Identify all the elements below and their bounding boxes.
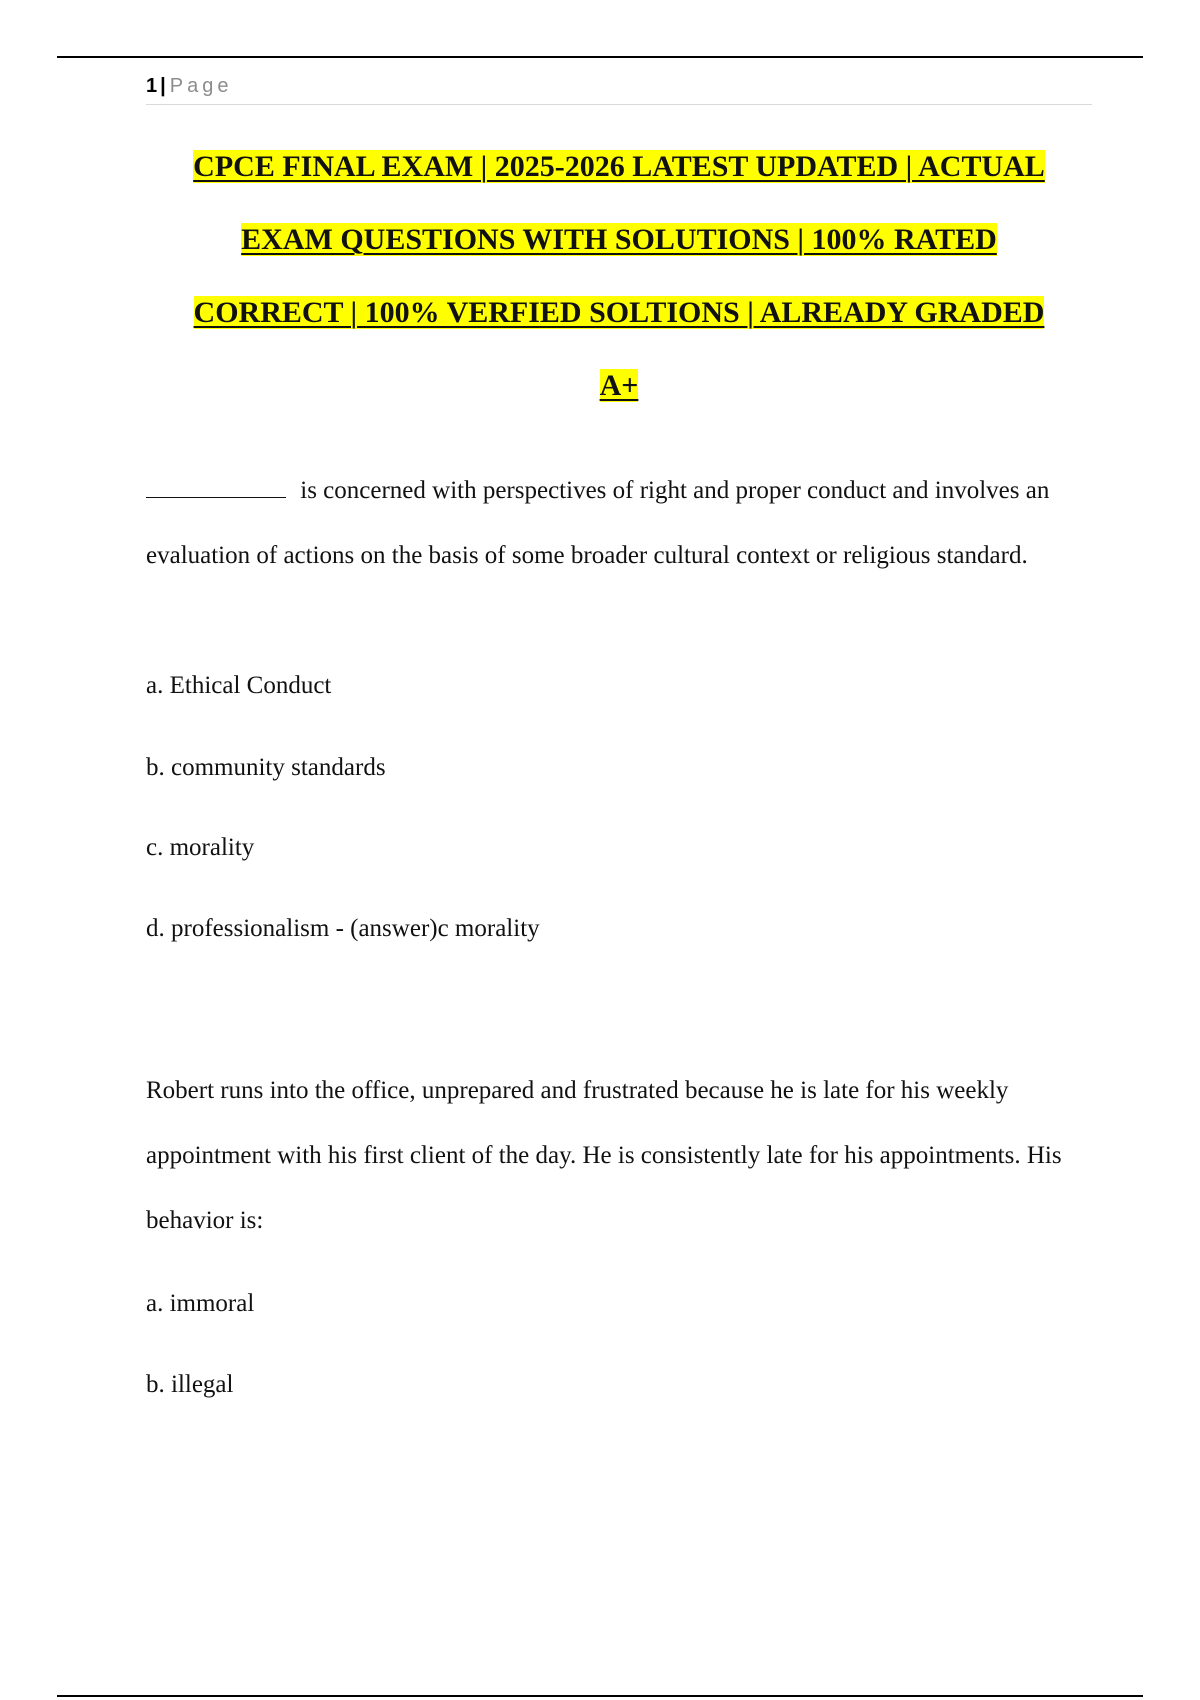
page-separator: | (160, 75, 166, 97)
question-1-option-b: b. community standards (146, 754, 386, 781)
page-number: 1 (146, 75, 158, 97)
question-1-option-c: c. morality (146, 834, 255, 861)
question-2-text: Robert runs into the office, unprepared and frustrated because he is late for his weekly appointment with his first client of the day. He is consistently late for his appointments. His behavior is: (146, 1077, 1062, 1234)
title-line-3: CORRECT | 100% VERFIED SOLTIONS | ALREADY GRADED (193, 296, 1045, 329)
title-line-4: A+ (599, 369, 639, 402)
title-line-2: EXAM QUESTIONS WITH SOLUTIONS | 100% RATED (241, 223, 997, 256)
question-1-text (146, 458, 1092, 588)
fill-in-blank (146, 475, 286, 498)
question-1-body: is concerned with perspectives of right and proper conduct and involves an evaluation of actions on the basis of some broader cultural context or religious standard. (146, 477, 1050, 569)
question-1-option-d: d. professionalism - (answer)c morality (146, 915, 540, 942)
page-label: Page (169, 75, 233, 97)
question-2-option-a: a. immoral (146, 1290, 255, 1317)
top-rule (57, 56, 1143, 58)
bottom-rule (57, 1695, 1143, 1697)
title-line-1: CPCE FINAL EXAM | 2025-2026 LATEST UPDATED | ACTUAL (193, 150, 1045, 183)
document-title (146, 130, 1092, 422)
question-2-option-b: b. illegal (146, 1371, 234, 1398)
question-1-option-a: a. Ethical Conduct (146, 672, 332, 699)
page-header (146, 74, 1092, 105)
